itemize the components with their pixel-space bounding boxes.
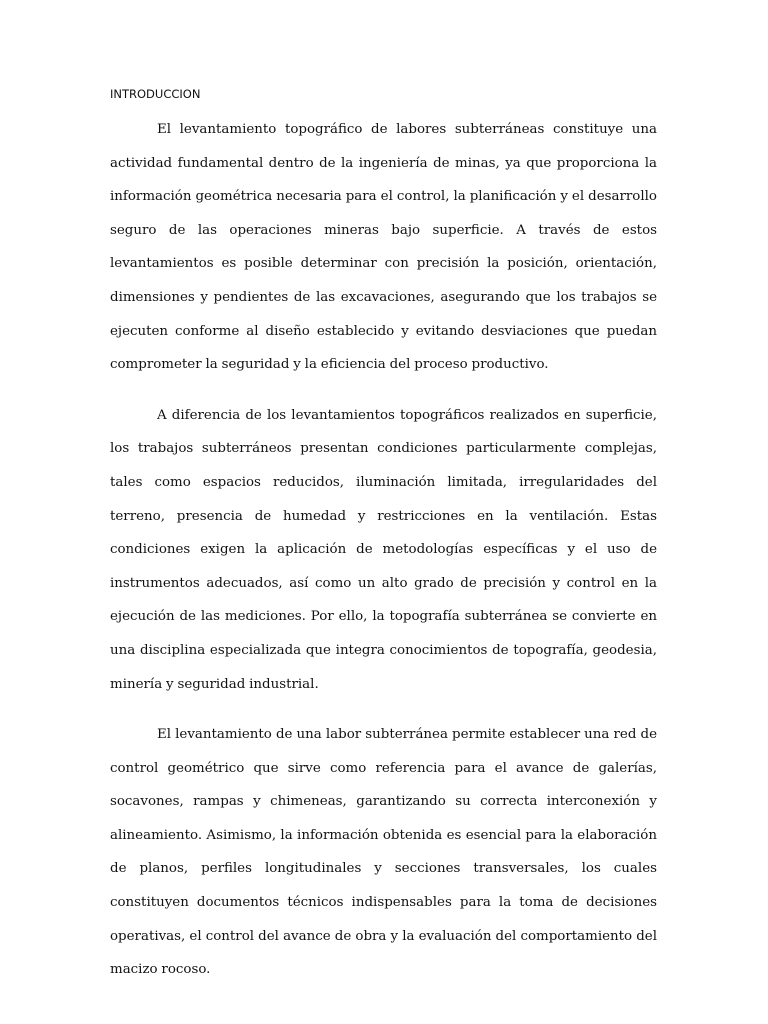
document-body [110,113,657,1004]
paragraph-3: El levantamiento de una labor subterránea permite establecer una red de control geométrico que sirve como referencia para el avance de galerías, socavones, rampas y chimeneas, garantizando su correcta interconexión y alineamiento. Asimismo, la información obtenida es esencial para la elaboración de planos, perfiles longitudinales y secciones transversales, los cuales constituyen documentos técnicos indispensables para la toma de decisiones operativas, el control del avance de obra y la evaluación del comportamiento del macizo rocoso. [110,727,657,978]
section-heading: INTRODUCCION [110,87,201,101]
paragraph-1: El levantamiento topográfico de labores subterráneas constituye una actividad fundamental dentro de la ingeniería de minas, ya que proporciona la información geométrica necesaria para el control, la planificación y el desarrollo seguro de las operaciones mineras bajo superficie. A través de estos levantamientos es posible determinar con precisión la posición, orientación, dimensiones y pendientes de las excavaciones, asegurando que los trabajos se ejecuten conforme al diseño establecido y evitando desviaciones que puedan comprometer la seguridad y la eficiencia del proceso productivo. [110,122,657,373]
paragraph-2: A diferencia de los levantamientos topográficos realizados en superficie, los trabajos subterráneos presentan condiciones particularmente complejas, tales como espacios reducidos, iluminación limitada, irregularidades del terreno, presencia de humedad y restricciones en la ventilación. Estas condiciones exigen la aplicación de metodologías específicas y el uso de instrumentos adecuados, así como un alto grado de precisión y control en la ejecución de las mediciones. Por ello, la topografía subterránea se convierte en una disciplina especializada que integra conocimientos de topografía, geodesia, minería y seguridad industrial. [110,407,657,692]
